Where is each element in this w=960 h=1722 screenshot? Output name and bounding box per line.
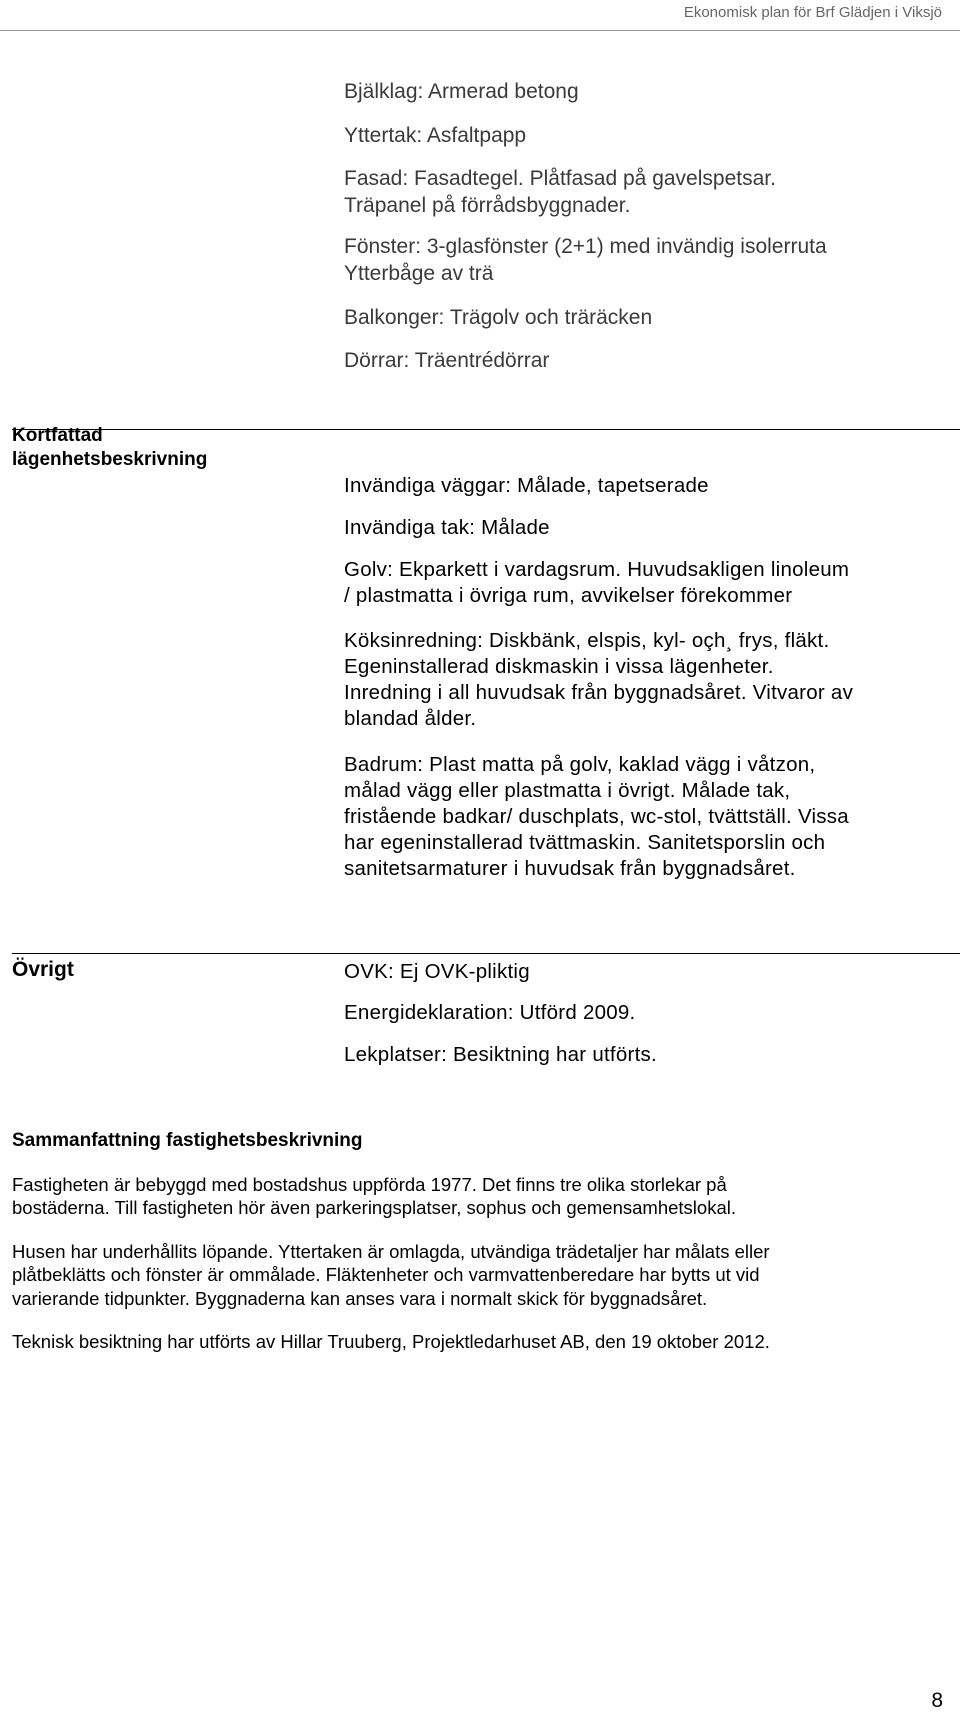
text-line: Ytterbåge av trä (344, 261, 494, 285)
construction-item-roof (344, 123, 526, 150)
other-item-energy-declaration: Energideklaration: Utförd 2009. (344, 1001, 636, 1024)
text-line: har egeninstallerad tvättmaskin. Sanitetsporslin och (344, 831, 826, 855)
text-line: Teknisk besiktning har utförts av Hillar Truuberg, Projektledarhuset AB, den 19 oktober 2012. (12, 1331, 770, 1352)
text-line: Bjälklag: Armerad betong (344, 80, 579, 103)
text-line: Balkonger: Trägolv och träräcken (344, 306, 653, 329)
other-item-playgrounds: Lekplatser: Besiktning har utförts. (344, 1043, 657, 1066)
text-line: / plastmatta i övriga rum, avvikelser förekommer (344, 584, 793, 608)
header-divider (0, 30, 960, 31)
construction-item-windows (344, 234, 827, 287)
apartment-floors (344, 557, 849, 609)
apartment-section-heading (12, 424, 207, 472)
text-line: Invändiga tak: Målade (344, 516, 550, 539)
text-line: Fastigheten är bebyggd med bostadshus uppförda 1977. Det finns tre olika storlekar på (12, 1174, 727, 1195)
document-header-title: Ekonomisk plan för Brf Glädjen i Viksjö (683, 4, 942, 21)
text-line: målad vägg eller plastmatta i övrigt. Målade tak, (344, 779, 791, 803)
text-line: Dörrar: Träentrédörrar (344, 349, 550, 372)
text-line: Inredning i all huvudsak från byggnadsåret. Vitvaror av (344, 681, 854, 705)
other-item-ventilation: OVK: Ej OVK-pliktig (344, 960, 530, 983)
text-line: Golv: Ekparkett i vardagsrum. Huvudsakligen linoleum (344, 558, 850, 581)
text-line: plåtbeklätts och fönster är ommålade. Fläktenheter och varmvattenberedare har bytts ut vid (12, 1264, 760, 1286)
summary-paragraph (12, 1330, 770, 1353)
summary-heading: Sammanfattning fastighetsbeskrivning (12, 1130, 363, 1151)
construction-item-doors (344, 348, 549, 375)
text-line: bostäderna. Till fastigheten hör även parkeringsplatser, sophus och gemensamhetslokal. (12, 1197, 736, 1219)
summary-paragraph (12, 1173, 736, 1220)
apartment-kitchen (344, 628, 853, 732)
text-line: Invändiga väggar: Målade, tapetserade (344, 474, 709, 497)
text-line: Fönster: 3-glasfönster (2+1) med invändig isolerruta (344, 235, 827, 258)
section-divider (12, 953, 960, 954)
text-line: Fasad: Fasadtegel. Plåtfasad på gavelspetsar. (344, 167, 776, 190)
page-number: 8 (931, 1689, 943, 1712)
text-line: Yttertak: Asfaltpapp (344, 124, 527, 147)
construction-item-balconies (344, 305, 652, 332)
other-section-heading: Övrigt (12, 958, 74, 981)
apartment-ceilings (344, 515, 550, 541)
summary-paragraph (12, 1240, 770, 1310)
text-line: Köksinredning: Diskbänk, elspis, kyl- oçh¸ frys, fläkt. (344, 629, 830, 652)
text-line: Husen har underhållits löpande. Yttertaken är omlagda, utvändiga trädetaljer har målats eller (12, 1241, 770, 1262)
apartment-bathroom (344, 752, 849, 882)
apartment-walls (344, 473, 709, 499)
heading-line: Kortfattad (12, 425, 103, 446)
text-line: Badrum: Plast matta på golv, kaklad vägg i våtzon, (344, 753, 816, 776)
text-line: blandad ålder. (344, 707, 477, 731)
heading-line: lägenhetsbeskrivning (12, 449, 208, 471)
text-line: Träpanel på förrådsbyggnader. (344, 193, 631, 217)
construction-item-facade (344, 166, 776, 219)
text-line: varierande tidpunkter. Byggnaderna kan anses vara i normalt skick för byggnadsåret. (12, 1287, 708, 1309)
text-line: fristående badkar/ duschplats, wc-stol, tvättställ. Vissa (344, 805, 849, 829)
construction-item-floor-slab (344, 79, 579, 106)
text-line: sanitetsarmaturer i huvudsak från byggnadsåret. (344, 857, 796, 881)
text-line: Egeninstallerad diskmaskin i vissa lägenheter. (344, 655, 774, 679)
